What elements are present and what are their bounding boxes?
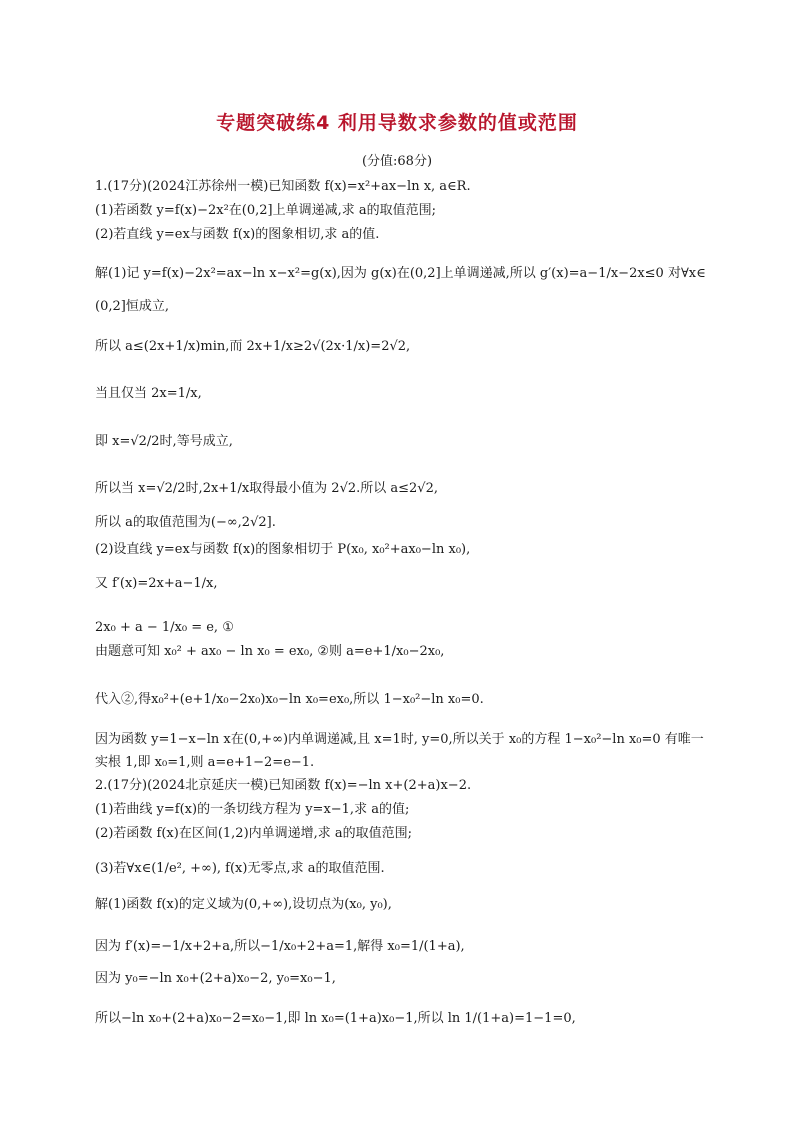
text-line: 2.(17分)(2024北京延庆一模)已知函数 f(x)=−ln x+(2+a)x−2. — [95, 778, 472, 793]
text-line: 1.(17分)(2024江苏徐州一模)已知函数 f(x)=x²+ax−ln x, a∈R. — [95, 179, 471, 194]
text-line: (1)若曲线 y=f(x)的一条切线方程为 y=x−1,求 a的值; — [95, 802, 410, 817]
score-note: (分值:68分) — [361, 154, 433, 169]
text-line: 所以−ln x₀+(2+a)x₀−2=x₀−1,即 ln x₀=(1+a)x₀−1,所以 ln 1/(1+a)=1−1=0, — [95, 1011, 576, 1026]
text-line: 实根 1,即 x₀=1,则 a=e+1−2=e−1. — [95, 755, 315, 770]
text-line: 解(1)记 y=f(x)−2x²=ax−ln x−x²=g(x),因为 g(x)在(0,2]上单调递减,所以 g′(x)=a−1/x−2x≤0 对∀x∈ — [95, 266, 706, 281]
text-line: 当且仅当 2x=1/x, — [95, 386, 202, 401]
text-line: 因为 y₀=−ln x₀+(2+a)x₀−2, y₀=x₀−1, — [95, 971, 336, 986]
text-line: 解(1)函数 f(x)的定义域为(0,+∞),设切点为(x₀, y₀), — [95, 897, 392, 912]
text-line: 因为 f′(x)=−1/x+2+a,所以−1/x₀+2+a=1,解得 x₀=1/(1+a), — [95, 939, 465, 954]
text-line: 又 f′(x)=2x+a−1/x, — [95, 576, 218, 591]
text-line: 即 x=√2/2时,等号成立, — [95, 434, 233, 449]
text-line: (2)设直线 y=ex与函数 f(x)的图象相切于 P(x₀, x₀²+ax₀−ln x₀), — [95, 542, 471, 557]
page-title: 专题突破练4 利用导数求参数的值或范围 — [216, 112, 578, 134]
text-line: 所以 a的取值范围为(−∞,2√2]. — [95, 515, 276, 530]
text-line: (2)若函数 f(x)在区间(1,2)内单调递增,求 a的取值范围; — [95, 826, 413, 841]
text-line: 2x₀ + a − 1/x₀ = e, ① — [95, 620, 234, 635]
text-line: 因为函数 y=1−x−ln x在(0,+∞)内单调递减,且 x=1时, y=0,所以关于 x₀的方程 1−x₀²−ln x₀=0 有唯一 — [95, 732, 704, 747]
text-line: (1)若函数 y=f(x)−2x²在(0,2]上单调递减,求 a的取值范围; — [95, 203, 436, 218]
text-line: 所以当 x=√2/2时,2x+1/x取得最小值为 2√2.所以 a≤2√2, — [95, 481, 438, 496]
text-line: (0,2]恒成立, — [95, 299, 169, 314]
text-line: 所以 a≤(2x+1/x)min,而 2x+1/x≥2√(2x·1/x)=2√2, — [95, 339, 411, 354]
text-line: 代入②,得x₀²+(e+1/x₀−2x₀)x₀−ln x₀=ex₀,所以 1−x₀²−ln x₀=0. — [95, 692, 484, 707]
text-line: 由题意可知 x₀² + ax₀ − ln x₀ = ex₀, ②则 a=e+1/x₀−2x₀, — [95, 644, 445, 659]
text-line: (3)若∀x∈(1/e², +∞), f(x)无零点,求 a的取值范围. — [95, 861, 385, 876]
text-line: (2)若直线 y=ex与函数 f(x)的图象相切,求 a的值. — [95, 227, 380, 242]
